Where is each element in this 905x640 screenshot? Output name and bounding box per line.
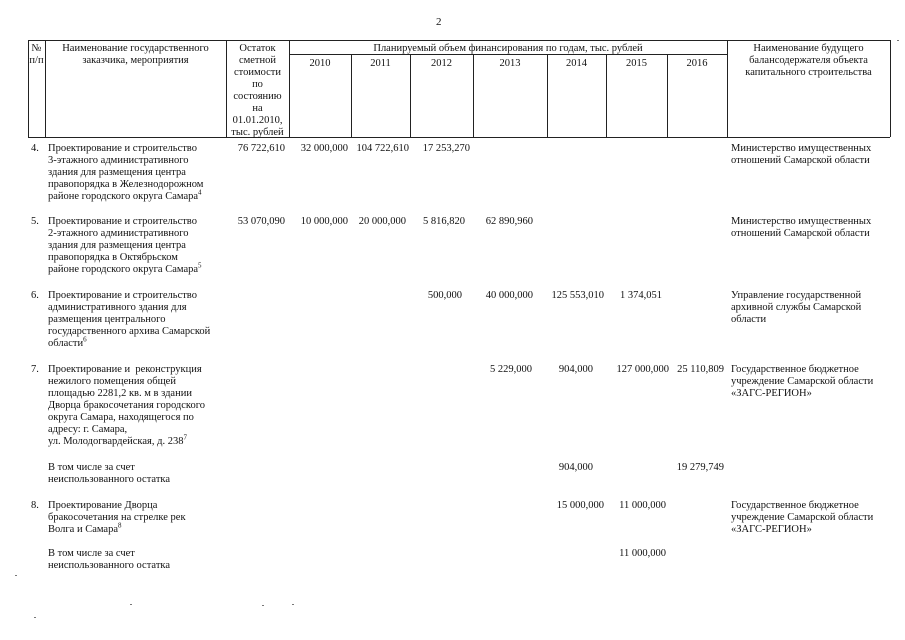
row-name: В том числе за счет неиспользованного остатка — [48, 462, 171, 485]
header-year: 2016 — [686, 58, 708, 69]
row-name: В том числе за счет неиспользованного остатка — [48, 548, 171, 571]
row-y2014: 125 553,010 — [551, 290, 604, 301]
scan-speck — [34, 617, 36, 618]
row-holder: Государственное бюджетное учреждение Самарской области «ЗАГС-РЕГИОН» — [731, 364, 874, 399]
header-year: 2010 — [309, 58, 331, 69]
row-y2015: 127 000,000 — [616, 364, 669, 375]
row-y2013: 40 000,000 — [485, 290, 533, 301]
header-remaining: Остаток сметной стоимости по состоянию на 01.01.2010, тыс. рублей — [231, 43, 284, 138]
row-y2010: 10 000,000 — [300, 216, 348, 227]
header-holder: Наименование будущего балансодержателя объекта капитального строительства — [745, 43, 872, 78]
scan-speck — [15, 575, 17, 576]
row-y2012: 500,000 — [427, 290, 462, 301]
row-holder: Государственное бюджетное учреждение Самарской области «ЗАГС-РЕГИОН» — [731, 500, 874, 535]
scan-speck — [292, 604, 294, 605]
row-remaining: 53 070,090 — [237, 216, 285, 227]
row-y2010: 32 000,000 — [300, 143, 348, 154]
page-number: 2 — [436, 16, 442, 28]
header-year: 2011 — [370, 58, 391, 69]
row-num: 7. — [31, 364, 39, 375]
row-holder: Управление государственной архивной службы Самарской области — [731, 290, 862, 325]
scan-speck — [262, 605, 264, 606]
row-y2015: 11 000,000 — [619, 548, 666, 559]
row-y2011: 104 722,610 — [356, 143, 409, 154]
row-name: Проектирование и строительство 3-этажного административного здания для размещения центра правопорядка в Железнодорожном районе городского округа Самара$^4$ — [48, 143, 204, 202]
row-num: 5. — [31, 216, 39, 227]
row-footnote: 4 — [198, 188, 202, 197]
row-holder: Министерство имущественных отношений Самарской области — [731, 216, 872, 239]
row-y2015: 1 374,051 — [620, 290, 662, 301]
row-name: Проектирование и реконструкция нежилого помещения общей площадью 2281,2 кв. м в здании Дворца бракосочетания городского округа Самара, находящегося по адресу: г. Самара, ул. Молодогвардейская, д. $238^7$ — [48, 364, 206, 447]
row-y2014: 15 000,000 — [556, 500, 604, 511]
row-remaining: 76 722,610 — [237, 143, 285, 154]
header-name: Наименование государственного заказчика, мероприятия — [62, 43, 209, 66]
scan-speck — [130, 604, 132, 605]
row-y2013: 5 229,000 — [490, 364, 532, 375]
row-num: 8. — [31, 500, 39, 511]
row-name: Проектирование и строительство 2-этажного административного здания для размещения центра правопорядка в Октябрьском районе городского округа Самара$^5$ — [48, 216, 202, 275]
header-year: 2013 — [499, 58, 521, 69]
row-y2015: 11 000,000 — [619, 500, 666, 511]
row-y2014: 904,000 — [558, 364, 593, 375]
row-y2014: 904,000 — [558, 462, 593, 473]
row-name: Проектирование Дворца бракосочетания на стрелке рек Волга и Самара$^8$ — [48, 500, 186, 535]
row-footnote: 8 — [118, 521, 122, 530]
header-year: 2012 — [431, 58, 452, 69]
header-bottom-rule — [28, 137, 890, 138]
header-top-rule — [28, 40, 890, 41]
row-y2012: 5 816,820 — [423, 216, 465, 227]
row-y2011: 20 000,000 — [358, 216, 406, 227]
row-y2012: 17 253,270 — [422, 143, 470, 154]
row-holder: Министерство имущественных отношений Самарской области — [731, 143, 872, 166]
row-footnote: 7 — [183, 433, 187, 442]
row-y2016: 25 110,809 — [677, 364, 724, 375]
row-num: 6. — [31, 290, 39, 301]
header-num: № п/п — [29, 43, 44, 66]
header-planned: Планируемый объем финансирования по годам, тыс. рублей — [373, 43, 643, 54]
row-footnote: 5 — [198, 261, 202, 270]
header-year: 2014 — [566, 58, 587, 69]
row-num: 4. — [31, 143, 39, 154]
row-name: Проектирование и строительство административного здания для размещения центрального государственного архива Самарской области$^6$ — [48, 290, 211, 349]
col-line — [890, 40, 891, 137]
row-y2016: 19 279,749 — [676, 462, 724, 473]
row-footnote: 6 — [83, 335, 87, 344]
row-y2013: 62 890,960 — [485, 216, 533, 227]
header-year: 2015 — [626, 58, 647, 69]
scan-speck — [897, 40, 899, 41]
